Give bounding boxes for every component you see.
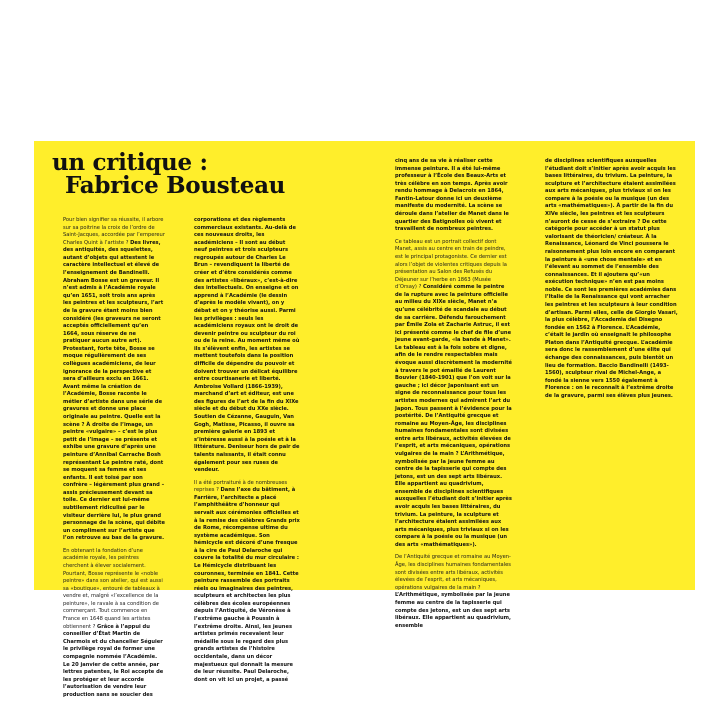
paragraph: Pour bien signifier sa réussite, il arbore sur sa poitrine la croix de l’ordre de Saint-Jacques, accordée par l’empereur Charles Quint à l’artiste ? Des livres, des antiquités, des squelettes, autant d’objets qui attestent le caractère intellectuel et élevé de l’enseignement de Bandinelli. Abraham Bosse est un graveur. Il n’est admis à l’Académie royale qu’en 1651, soit trois ans après les peintres et les sculpteurs, l’art de la gravure étant moins bien considéré (les graveurs ne seront acceptés officiellement qu’en 1664, sous réserve de ne pratiquer aucun autre art). Protestant, forte tête, Bosse se moque régulièrement de ses collègues académiciens, de leur ignorance de la perspective et sera d’ailleurs exclu en 1661. Avant même la création de l’Académie, Bosse raconte le métier d’artiste dans une série de gravures et donne une place originale au peintre. Quelle est la scène ? À droite de l’image, un peintre «vulgaire» – c’est le plus petit de l’image – se présente et exhibe une gravure d’après une peinture d’Annibal Carrache Bosh représentant Le peintre raté, dont se moquent sa femme et ses enfants. Il est toisé par son confrère – légèrement plus grand – assis précieusement devant sa toile. Ce dernier est lui-même subtilement ridiculisé par le visiteur derrière lui, le plus grand personnage de la scène, qui débite un compliment sur l’artiste que l’on retrouve au bas de la gravure. xyxy=(63,217,165,542)
paragraph: corporations et des règlements commerciaux existants. Au-delà de ces nouveaux droits, les académiciens – Il sont au début neuf peintres et trois sculpteurs regroupés autour de Charles Le Brun – revendiquent la liberté de créer et d’être considérés comme des artistes «libéraux», c’est-à-dire des intellectuels. On enseigne et on apprend à l’Académie (le dessin d’après le modèle vivant), on y débat et on y théorise aussi. Parmi les privilèges : seuls les académiciens royaux ont le droit de devenir peintre ou sculpteur du roi ou de la reine. Au moment même où ils s’élèvent enfin, les artistes se mettent toutefois dans la position difficile de dépendre du pouvoir et doivent trouver un délicat équilibre entre courtisanerie et liberté. Ambroise Vollard (1866-1939), marchand d’art et éditeur, est une des figures de l’art de la fin du XIXe siècle et du début du XXe siècle. Soutien de Cézanne, Gauguin, Van Gogh, Matisse, Picasso, il ouvre sa première galerie en 1893 et s’intéresse aussi à la poésie et à la littérature. Deniseur hors de pair de talents naissants, il était connu également pour ses ruses de vendeur. xyxy=(194,217,300,474)
article-spread xyxy=(34,141,695,698)
paragraph: En obtenant la fondation d’une académie royale, les peintres cherchent à élever socialement. Pourtant, Bosse représente le «noble peintre» dans son atelier, qui est aussi sa «boutique», entouré de tableaux à vendre et, malgré «l’excellence de la peinture», le ravale à sa condition de commerçant. Tout commence en France en 1648 quand les artistes obtiennent ? Grâce à l’appui du conseiller d’État Martin de Charmois et du chancelier Séguier le privilège royal de former une compagnie nommée l’Académie. Le 20 janvier de cette année, par lettres patentes, le Roi accepte de les protéger et leur accorde l’autorisation de vendre leur production sans se soucier des xyxy=(63,547,164,698)
text-column-3 xyxy=(395,158,513,629)
paragraph: cinq ans de sa vie à réaliser cette immense peinture. Il a été lui-même professeur à l’École des Beaux-Arts et très célèbre en son temps. Après avoir rendu hommage à Delacroix en 1864, Fantin-Latour donne ici un deuxième manifeste du modernité. La scène se déroule dans l’atelier de Manet dans le quartier des Batignolles où vivent et travaillent de nombreux peintres. xyxy=(395,158,509,233)
paragraph: Ce tableau est un portrait collectif dont Manet, assis au centre en train de peindre, est le principal protagoniste. Ce dernier est alors l’objet de violentes critiques depuis la présentation au Salon des Refusés du Déjeuner sur l’herbe en 1863 (Musée d’Orsay) ? Considéré comme le peintre de la rupture avec la peinture officielle au milieu du XIXe siècle, Manet n’a qu’une célébrité de scandale au début de sa carrière. Défendu farouchement par Émile Zola et Zacharie Astruc, il est ici présenté comme le chef de file d’une jeune avant-garde, «la bande à Manet». Le tableau est à la fois sobre et digne, afin de le rendre respectables mais évoque aussi discrètement la modernité à travers le pot émaillé de Laurent Bouvier (1840-1901) que l’on voit sur la gauche ; ici décor Japonisant est un signe de reconnaissance pour tous les artistes modernes qui admirent l’art du Japon. Tous passent à l’évidence pour la postérité. De l’Antiquité grecque et romaine au Moyen-Âge, les disciplines humaines fondamentales sont divisées entre arts libéraux, activités élevées de l’esprit, et arts mécaniques, opérations vulgaires de la main ? L’Arithmétique, symbolisée par la jeune femme au centre de la tapisserie qui compte des jetons, est un des sept arts libéraux. Elle appartient au quadrivium, ensemble de disciplines scientifiques auxquelles l’étudiant doit s’initier après avoir acquis les bases littéraires, du trivium. La peinture, la sculpture et l’architecture étaient assimilées aux arts mécaniques, plus triviaux si on les compare à la poésie ou la musique (un des arts «mathématiques»). xyxy=(395,238,513,548)
paragraph: Il a été portraituré à de nombreuses reprises ? Dans l’axe du bâtiment, à Farrière, l’architecte a placé l’amphithéâtre d’honneur qui servait aux cérémonies officielles et à la remise des célèbres Grands prix de Rome, récompense ultime du système académique. Son hémicycle est décoré d’une fresque à la cire de Paul Delaroche qui couvre la totalité du mur circulaire : Le Hémicycle distribuant les couronnes, terminée en 1841. Cette peinture rassemble des portraits réels ou imaginaires des peintres, sculpteurs et architectes les plus célèbres des écoles européennes depuis l’Antiquité, de Véronèse à l’extrême gauche à Poussin à l’extrême droite. Ainsi, les jeunes artistes primés recevaient leur médaille sous le regard des plus grands artistes de l’histoire occidentale, dans un décor majestueux qui donnait la mesure de leur réussite. Paul Delaroche, dont on vit ici un projet, a passé xyxy=(194,479,300,683)
headline-line-1: un critique : xyxy=(52,149,208,176)
headline xyxy=(52,151,285,197)
text-column-2 xyxy=(194,217,300,683)
text-column-4 xyxy=(545,158,679,583)
headline-line-2: Fabrice Bousteau xyxy=(65,172,286,199)
paragraph: De l’Antiquité grecque et romaine au Moyen-Âge, les disciplines humaines fondamentales sont divisées entre arts libéraux, activités élevées de l’esprit, et arts mécaniques, opérations vulgaires de la main ? L’Arithmétique, symbolisée par la jeune femme au centre de la tapisserie qui compte des jetons, est un des sept arts libéraux. Elle appartient au quadrivium, ensemble xyxy=(395,554,511,629)
text-column-1 xyxy=(63,217,165,698)
paragraph: de disciplines scientifiques auxquelles l’étudiant doit s’initier après avoir acquis les bases littéraires, du trivium. La peinture, la sculpture et l’architecture étaient assimilées aux arts mécaniques, plus triviaux si on les compare à la poésie ou la musique (un des arts «mathématiques»). À partir de la fin du XIVe siècle, les peintres et les sculpteurs n’auront de cesse de s’extraire ? De cette catégorie pour accéder à un statut plus valorisant de théoricien/ créateur. À la Renaissance, Léonard de Vinci poussera le raisonnement plus loin encore en comparant la peinture à «une chose mentale» et en l’élevant au sommet de l’ensemble des connaissances. Et il ajoutera qu’«un exécution technique» n’en est pas moins noble. Ce sont les premières académies dans l’Italie de la Renaissance qui vont arracher les peintres et les sculpteurs à leur condition d’artisan. Parmi elles, celle de Giorgio Vasari, la plus célèbre, l’Accademia del Disegno fondée en 1562 à Florence. L’Académie, c’était le jardin où enseignait le philosophe Platon dans l’Antiquité grecque. L’académie sera donc le rassemblement d’une élite qui échange des connaissances, puis bientôt un lieu de formation. Baccio Bandinelli (1493-1560), sculpteur rival de Michel-Ange, a fondé la sienne vers 1550 également à Florence : on le reconnaît à l’extrême droite de la gravure, parmi ses élèves plus jeunes. xyxy=(545,158,678,399)
